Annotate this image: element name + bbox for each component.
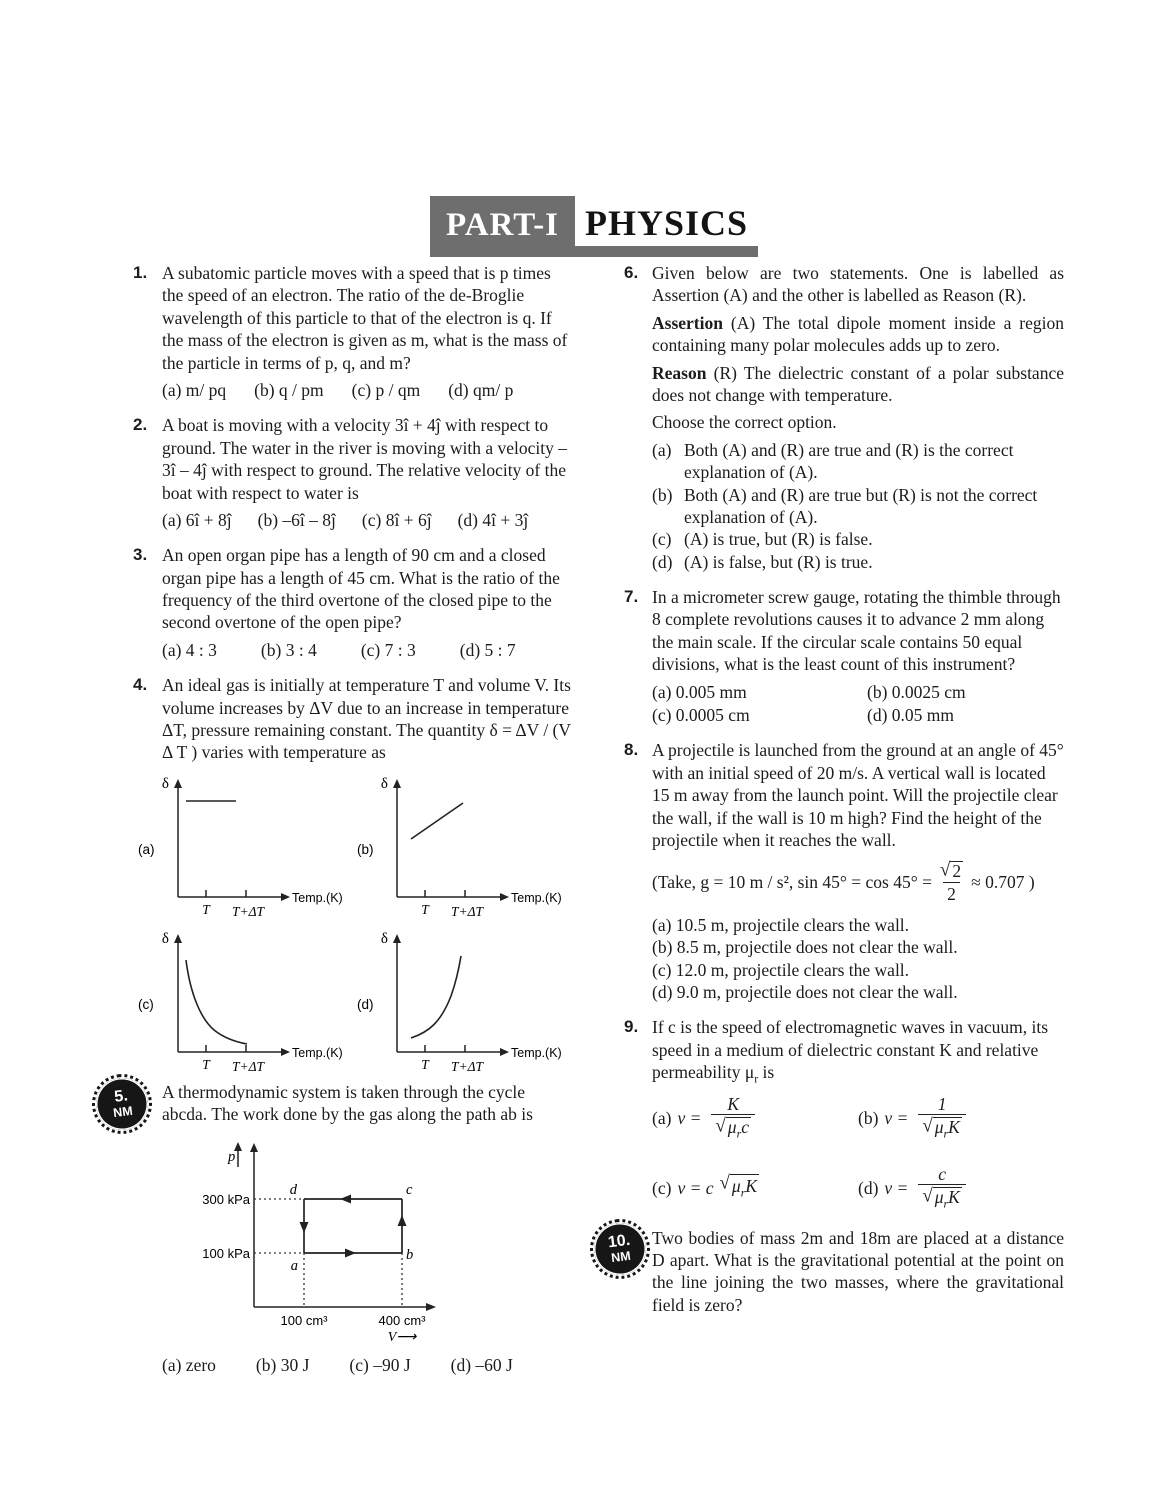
y-axis-arrow <box>174 779 182 788</box>
tick-T: T <box>421 1056 429 1072</box>
delta-vs-temp-graph-a <box>132 773 351 924</box>
arrow-a-to-b <box>345 1248 356 1257</box>
question-9-number: 9. <box>624 1017 639 1037</box>
question-8-number: 8. <box>624 740 639 760</box>
numerator: c <box>938 1163 946 1184</box>
mu-subscript: r <box>943 1196 949 1211</box>
tick-T-plus-dT: T+ΔT <box>231 1058 265 1074</box>
option-label: (b) <box>858 1107 879 1128</box>
badge-number: 5. <box>113 1086 129 1106</box>
question-6-option-b <box>652 484 1064 529</box>
option: (c) 12.0 m, projectile clears the wall. <box>652 959 910 980</box>
assertion-text: (A) The total dipole moment inside a region containing many polar molecules adds up to zero. <box>652 312 1064 356</box>
point-c: c <box>406 1181 413 1198</box>
option: (b) 3 : 4 <box>260 639 317 660</box>
question-3-options <box>162 639 574 661</box>
subject-title: PHYSICS <box>575 196 758 257</box>
question-2-text: A boat is moving with a velocity 3î + 4ĵ with respect to ground. The water in the river is moving with a velocity –3î – 4ĵ with respect to ground. The relative velocity of the boat with respect to water is <box>162 415 568 503</box>
badge-nm-label: NM <box>112 1103 134 1120</box>
p-axis-label: p <box>228 1148 236 1165</box>
question-6-option-d <box>652 551 1064 573</box>
left-column <box>112 262 574 1377</box>
question-9-text-main: If c is the speed of electromagnetic waves in vacuum, its speed in a medium of dielectric constant K and relative permeability μ <box>652 1017 1049 1083</box>
radicand-var: K <box>948 1187 960 1208</box>
x-axis-label: Temp.(K) <box>292 1045 343 1060</box>
curve-decreasing <box>186 960 247 1044</box>
reason-text: (R) The dielectric constant of a polar substance does not change with temperature. <box>652 362 1064 405</box>
tick-T-plus-dT: T+ΔT <box>450 1058 484 1074</box>
option: (b) 0.0025 cm <box>867 681 966 702</box>
question-1-text: A subatomic particle moves with a speed that is p times the speed of an electron. The ratio of the de-Broglie wavelength of this particle to that of the electron is q. If the mass of the electron is given as m, what is the mass of the particle in terms of p, q, and m? <box>162 263 568 373</box>
question-9-option-a <box>652 1095 858 1141</box>
graph-label: (a) <box>138 841 155 857</box>
pv-cycle-chart <box>190 1139 460 1345</box>
question-5-options <box>162 1354 574 1376</box>
option: (d) 5 : 7 <box>459 639 516 660</box>
option: (b) 30 J <box>255 1355 310 1376</box>
question-2 <box>112 414 574 531</box>
option: (d) –60 J <box>450 1355 513 1376</box>
question-2-number: 2. <box>133 415 148 435</box>
numerator: 1 <box>937 1093 947 1114</box>
option-label: (d) <box>652 551 673 572</box>
option-text: Both (A) and (R) are true and (R) is the correct explanation of (A). <box>684 439 1014 483</box>
mu: μ <box>727 1117 737 1138</box>
question-6-option-c <box>652 528 1064 550</box>
mu-subscript: r <box>740 1185 746 1200</box>
question-3-number: 3. <box>133 545 148 565</box>
option: (c) –90 J <box>349 1355 411 1376</box>
reason-label: Reason <box>652 362 707 383</box>
question-4 <box>112 674 574 769</box>
formula-post: ≈ 0.707 ) <box>971 871 1035 892</box>
x-axis-arrow <box>426 1303 436 1311</box>
tick-T-plus-dT: T+ΔT <box>450 903 484 919</box>
axes <box>397 785 503 897</box>
graph-label: (d) <box>357 996 374 1012</box>
question-8-given-formula <box>652 860 1064 904</box>
graph-label: (b) <box>357 841 374 857</box>
option: (c) p / qm <box>351 379 421 400</box>
right-column <box>606 262 1064 1334</box>
question-5 <box>112 1081 574 1137</box>
point-d: d <box>289 1181 297 1198</box>
option-label: (b) <box>652 484 673 505</box>
y-axis-label: δ <box>380 930 388 947</box>
formula-pre: (Take, g = 10 m / s², sin 45° = cos 45° = <box>652 871 932 892</box>
y-axis-label: δ <box>380 775 388 792</box>
radicand: 2 <box>952 861 962 882</box>
option: (a) 10.5 m, projectile clears the wall. <box>652 914 910 935</box>
y-axis-arrow <box>174 934 182 943</box>
option: (a) zero <box>162 1355 216 1376</box>
option-radical <box>720 1174 760 1201</box>
question-1-number: 1. <box>133 263 148 282</box>
question-10 <box>606 1227 1064 1322</box>
numerator: K <box>727 1093 740 1114</box>
radical-sign: √ <box>922 1115 933 1137</box>
arrow-d-to-a <box>300 1222 309 1233</box>
option-lhs: v = <box>884 1107 909 1128</box>
option: (d) qm/ p <box>448 379 514 400</box>
option-fraction <box>918 1095 966 1141</box>
question-4-number: 4. <box>133 675 148 695</box>
point-a: a <box>290 1257 298 1274</box>
graph-label: (c) <box>138 996 154 1012</box>
option: (a) 0.005 mm <box>652 681 747 702</box>
option-text: (A) is false, but (R) is true. <box>684 551 873 572</box>
question-8-text: A projectile is launched from the ground at an angle of 45° with an initial speed of 20 m/s. A vertical wall is located 15 m away from the launch point. Will the projectile clear the wall, if the wall is 10 m high? Find the height of the projectile when it reaches the wall. <box>652 740 1064 850</box>
arrow-b-to-c <box>398 1215 407 1226</box>
question-6-reason <box>652 362 1064 407</box>
mu: μ <box>731 1176 741 1197</box>
volume-400: 400 cm³ <box>378 1312 426 1328</box>
question-9-options <box>652 1095 1064 1211</box>
question-9 <box>624 1016 1064 1210</box>
option-label: (c) <box>652 1177 672 1198</box>
x-axis-arrow <box>281 1048 290 1056</box>
option: (b) q / pm <box>254 379 324 400</box>
option: (b) 8.5 m, projectile does not clear the wall. <box>652 937 958 958</box>
option-label: (c) <box>652 529 672 550</box>
section-header <box>430 196 758 257</box>
question-1 <box>112 262 574 401</box>
question-9-option-d <box>858 1165 1064 1211</box>
option-label: (d) <box>858 1177 879 1198</box>
option: (c) 0.0005 cm <box>652 705 750 726</box>
question-6-intro: Given below are two statements. One is labelled as Assertion (A) and the other is labelled as Reason (R). <box>652 263 1064 306</box>
x-axis-arrow <box>500 893 509 901</box>
option: (a) 6î + 8ĵ <box>162 509 232 530</box>
question-6-assertion <box>652 312 1064 357</box>
option-text: Both (A) and (R) are true but (R) is not the correct explanation of (A). <box>684 484 1038 527</box>
tick-T-plus-dT: T+ΔT <box>231 903 265 919</box>
radicand-var: K <box>745 1176 758 1197</box>
question-5-text: A thermodynamic system is taken through the cycle abcda. The work done by the gas along the path ab is <box>162 1081 533 1125</box>
y-axis-arrow <box>250 1143 258 1152</box>
part-label: PART-I <box>430 196 575 257</box>
option: (a) m/ pq <box>162 379 227 400</box>
question-8 <box>624 739 1064 1003</box>
question-4-text: An ideal gas is initially at temperature T and volume V. Its volume increases by ΔV due to an increase in temperature ΔT, pressure remaining constant. The quantity δ = ΔV / (V Δ T ) varies with temperature as <box>162 675 571 763</box>
pressure-100: 100 kPa <box>202 1245 250 1261</box>
x-axis-arrow <box>500 1048 509 1056</box>
radicand <box>726 1117 751 1141</box>
question-7-options <box>652 681 1064 727</box>
option: (a) 4 : 3 <box>162 639 217 660</box>
question-5-nm-badge <box>93 1075 151 1133</box>
badge-nm-label: NM <box>610 1247 632 1265</box>
question-6-option-a <box>652 439 1064 484</box>
option: (c) 7 : 3 <box>360 639 416 660</box>
option: (d) 9.0 m, projectile does not clear the wall. <box>652 982 958 1003</box>
x-axis-arrow <box>281 893 290 901</box>
mu-subscript: r <box>943 1126 949 1141</box>
option-lhs: v = c <box>677 1177 714 1198</box>
option: (c) 8î + 6ĵ <box>361 509 432 530</box>
radical-sign: √ <box>719 1172 730 1194</box>
question-9-text <box>652 1016 1064 1087</box>
question-10-text: Two bodies of mass 2m and 18m are placed at a distance D apart. What is the gravitational potential at the point on the line joining the two masses, where the gravitational field is zero? <box>652 1227 1064 1315</box>
option-label: (a) <box>652 439 672 460</box>
radicand <box>933 1117 962 1141</box>
question-3-text: An open organ pipe has a length of 90 cm and a closed organ pipe has a length of 45 cm. What is the ratio of the frequency of the third overtone of the closed pipe to the second overtone of the open pipe? <box>162 545 560 633</box>
axes <box>397 940 503 1052</box>
option-fraction <box>918 1165 966 1211</box>
question-8-options <box>652 914 1064 1004</box>
question-5-pv-diagram <box>190 1139 574 1350</box>
radicand-var: K <box>948 1117 960 1138</box>
delta-vs-temp-graph-d <box>351 928 570 1079</box>
question-4-graphs <box>132 773 574 1079</box>
cycle-rectangle <box>304 1199 402 1253</box>
question-1-options <box>162 379 574 401</box>
option-lhs: v = <box>884 1177 909 1198</box>
radicand <box>730 1174 759 1201</box>
sqrt2-over-2-fraction <box>936 860 967 904</box>
x-axis-label: Temp.(K) <box>511 890 562 905</box>
option: (d) 4î + 3ĵ <box>457 509 529 530</box>
option-fraction <box>711 1095 755 1141</box>
mu: μ <box>934 1117 944 1138</box>
mu-subscript: r <box>754 1071 759 1086</box>
x-axis-label: Temp.(K) <box>292 890 343 905</box>
question-10-nm-badge <box>591 1220 649 1278</box>
point-b: b <box>406 1246 414 1263</box>
radicand <box>933 1187 962 1211</box>
radical-sign: √ <box>939 859 951 881</box>
y-axis-label: δ <box>161 930 169 947</box>
tick-T: T <box>421 901 429 917</box>
option: (d) 0.05 mm <box>867 705 955 726</box>
tick-T: T <box>202 1056 210 1072</box>
denominator: 2 <box>943 882 960 904</box>
radicand-var: c <box>741 1117 749 1138</box>
y-axis-label: δ <box>161 775 169 792</box>
option-text: (A) is true, but (R) is false. <box>684 529 873 550</box>
question-6-choose: Choose the correct option. <box>652 412 837 433</box>
question-9-text-end: is <box>758 1062 775 1083</box>
curve-increasing <box>411 956 461 1038</box>
assertion-label: Assertion <box>652 312 723 333</box>
mu: μ <box>934 1187 944 1208</box>
radical-sign: √ <box>922 1185 933 1207</box>
pressure-300: 300 kPa <box>202 1191 250 1207</box>
delta-vs-temp-graph-b <box>351 773 570 924</box>
curve-linear-increasing <box>411 803 463 839</box>
arrow-c-to-d <box>340 1194 351 1203</box>
delta-vs-temp-graph-c <box>132 928 351 1079</box>
question-7-text: In a micrometer screw gauge, rotating the thimble through 8 complete revolutions causes it to advance 2 mm along the main scale. If the circular scale contains 50 equal divisions, what is the least count of this instrument? <box>652 587 1061 675</box>
question-7-number: 7. <box>624 587 639 607</box>
x-axis-label: Temp.(K) <box>511 1045 562 1060</box>
radical-sign: √ <box>715 1115 726 1137</box>
question-2-options <box>162 509 574 531</box>
question-9-option-b <box>858 1095 1064 1141</box>
y-axis-arrow <box>393 934 401 943</box>
y-axis-arrow <box>393 779 401 788</box>
question-3 <box>112 544 574 661</box>
option-label: (a) <box>652 1107 672 1128</box>
question-6-number: 6. <box>624 263 639 282</box>
badge-number: 10. <box>606 1231 632 1251</box>
mu-subscript: r <box>736 1126 742 1141</box>
option: (b) –6î – 8ĵ <box>257 509 336 530</box>
tick-T: T <box>202 901 210 917</box>
option-lhs: v = <box>677 1107 702 1128</box>
question-7 <box>624 586 1064 726</box>
question-9-option-c <box>652 1174 858 1201</box>
question-6 <box>624 262 1064 573</box>
volume-100: 100 cm³ <box>280 1312 328 1328</box>
v-axis-label: V⟶ <box>387 1329 417 1345</box>
